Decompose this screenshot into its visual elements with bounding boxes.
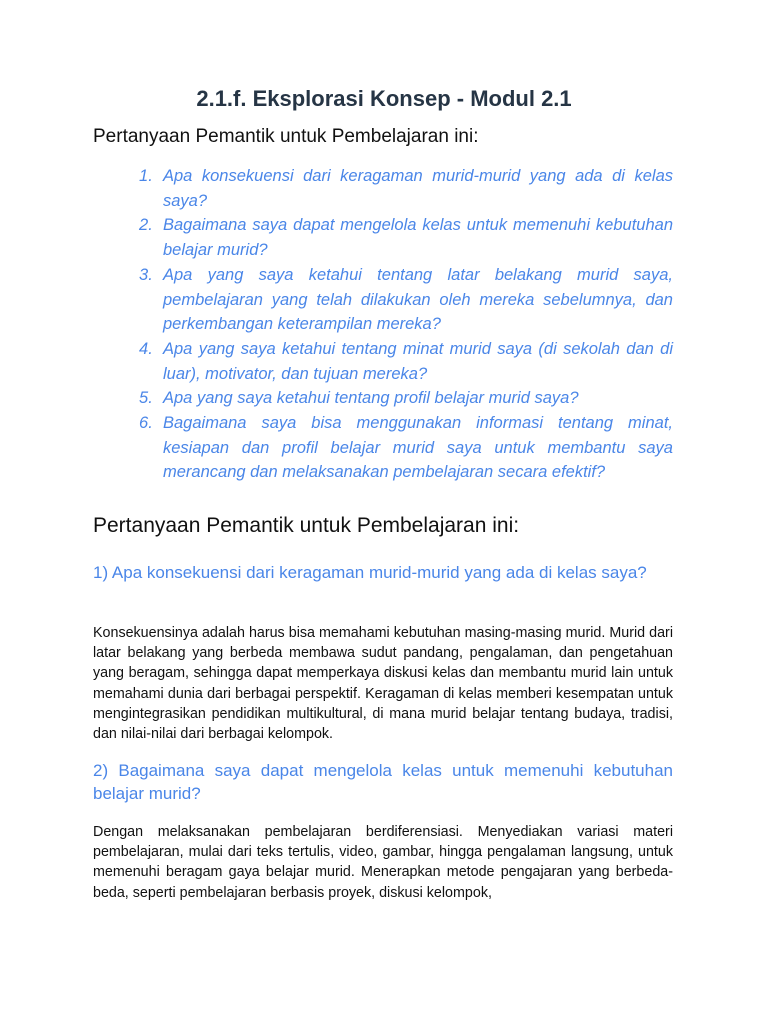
question-item: Apa yang saya ketahui tentang profil belajar murid saya? [163, 389, 579, 408]
answer-heading-1: 1) Apa konsekuensi dari keragaman murid-murid yang ada di kelas saya? [93, 563, 647, 582]
question-list [93, 164, 673, 485]
question-item: Bagaimana saya bisa menggunakan informasi tentang minat, kesiapan dan profil belajar murid saya untuk membantu saya merancang dan melaksanakan pembelajaran secara efektif? [163, 414, 673, 482]
question-item: Bagaimana saya dapat mengelola kelas untuk memenuhi kebutuhan belajar murid? [163, 216, 673, 260]
answer-body-2: Dengan melaksanakan pembelajaran berdiferensiasi. Menyediakan variasi materi pembelajaran, mulai dari teks tertulis, video, gambar, hingga pengalaman langsung, untuk memenuhi beragam gaya belajar murid. Menerapkan metode pengajaran yang berbeda-beda, seperti pembelajaran berbasis proyek, diskusi kelompok, [93, 824, 673, 901]
question-item: Apa konsekuensi dari keragaman murid-murid yang ada di kelas saya? [163, 167, 673, 210]
section-heading: Pertanyaan Pemantik untuk Pembelajaran ini: [93, 514, 520, 537]
answer-body-1: Konsekuensinya adalah harus bisa memahami kebutuhan masing-masing murid. Murid dari latar belakang yang berbeda membawa sudut pandang, pengalaman, dan pengetahuan yang beragam, sehingga dapat memperkaya diskusi kelas dan membantu murid lain untuk memahami dunia dari berbagai perspektif. Keragaman di kelas memberi kesempatan untuk mengintegrasikan pendidikan multikultural, di mana murid belajar tentang budaya, tradisi, dan nilai-nilai dari berbagai kelompok. [93, 625, 673, 743]
intro-heading: Pertanyaan Pemantik untuk Pembelajaran ini: [93, 126, 479, 147]
question-item: Apa yang saya ketahui tentang minat murid saya (di sekolah dan di luar), motivator, dan tujuan mereka? [163, 339, 673, 383]
answer-heading-2: 2) Bagaimana saya dapat mengelola kelas untuk memenuhi kebutuhan belajar murid? [93, 761, 673, 803]
question-item: Apa yang saya ketahui tentang latar belakang murid saya, pembelajaran yang telah dilakukan oleh mereka sebelumnya, dan perkembangan keterampilan mereka? [163, 265, 673, 334]
document-title: 2.1.f. Eksplorasi Konsep - Modul 2.1 [196, 86, 572, 111]
